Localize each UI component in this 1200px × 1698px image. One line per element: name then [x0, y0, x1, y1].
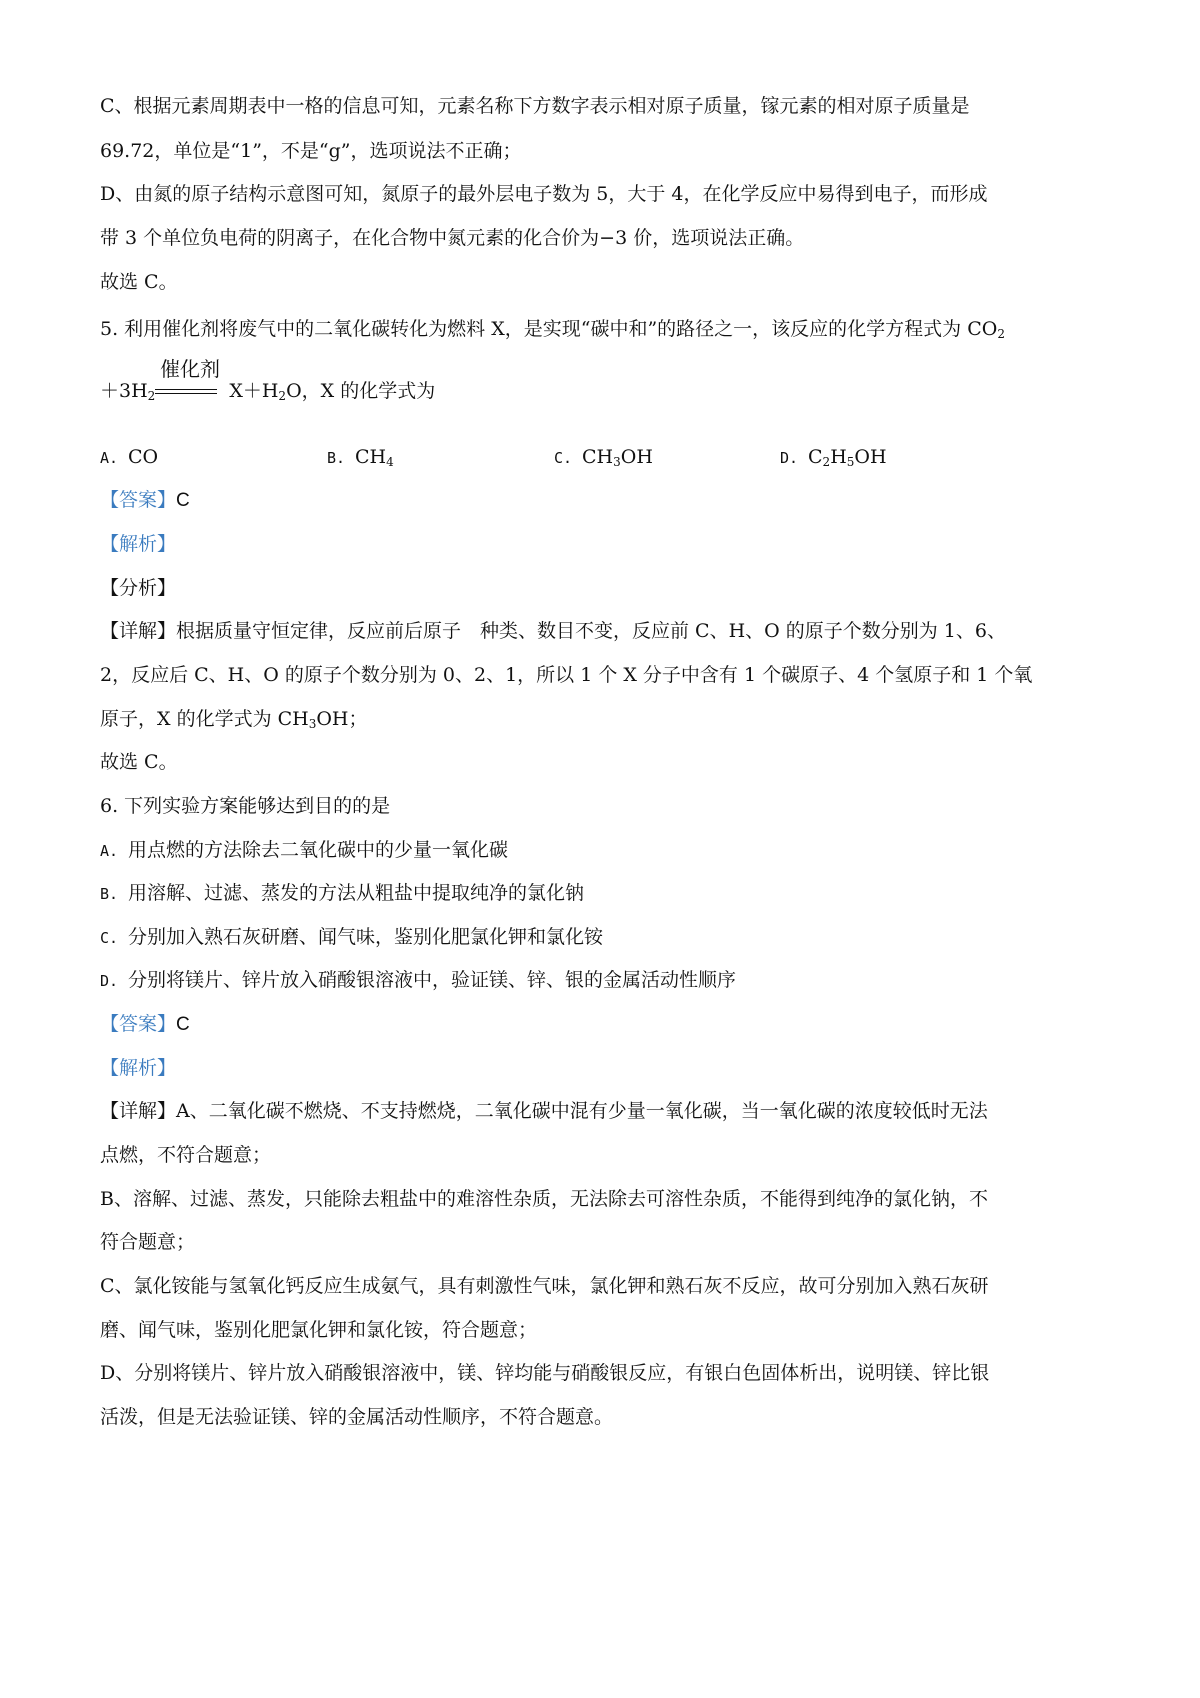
subscript: 4	[386, 455, 394, 469]
analysis-tag: 【解析】	[100, 1057, 177, 1079]
q5-options	[100, 443, 1100, 471]
subscript: 2	[278, 389, 287, 403]
subscript: 3	[613, 455, 621, 469]
subscript: 2	[147, 389, 156, 403]
q6-analysis	[100, 1054, 1100, 1082]
subscript: 3	[308, 717, 317, 731]
subscript: 5	[846, 455, 855, 469]
option-text: H	[830, 446, 847, 468]
q6-answer	[100, 1010, 1100, 1039]
text-line: 故选 C。	[100, 751, 178, 773]
text-line: 【详解】根据质量守恒定律，反应前后原子 种类、数目不变，反应前 C、H、O 的原子个数分别为 1、6、	[100, 620, 1006, 642]
option-text: 分别将镁片、锌片放入硝酸银溶液中，验证镁、锌、银的金属活动性顺序	[128, 969, 737, 991]
subscript: 2	[822, 455, 831, 469]
option-d	[780, 443, 887, 472]
text-line: C、氯化铵能与氢氧化钙反应生成氨气，具有刺激性气味，氯化钾和熟石灰不反应，故可分别加入熟石灰研	[100, 1275, 989, 1297]
option-text: CO	[128, 446, 159, 468]
option-text: 分别加入熟石灰研磨、闻气味，鉴别化肥氯化钾和氯化铵	[128, 926, 604, 948]
eq-suffix: X＋H	[229, 380, 279, 402]
option-text: OH	[854, 446, 887, 468]
option-c	[554, 443, 653, 472]
eq-suffix-2: O，X 的化学式为	[286, 380, 436, 402]
q5-fenxi: 【分析】	[100, 577, 177, 599]
option-text: CH	[355, 446, 387, 468]
eq-prefix: ＋3H	[100, 380, 148, 402]
text-line: D、分别将镁片、锌片放入硝酸银溶液中，镁、锌均能与硝酸银反应，有银白色固体析出，说明镁、锌比银	[100, 1362, 990, 1384]
option-letter: C.	[100, 929, 119, 947]
q6-option-b	[100, 879, 1100, 908]
answer-value: C	[176, 1014, 190, 1035]
q6-option-d	[100, 966, 1100, 995]
q6-option-a	[100, 836, 1100, 865]
q5-answer	[100, 486, 1100, 515]
question-6-text: 6. 下列实验方案能够达到目的的是	[100, 795, 391, 817]
answer-value: C	[176, 490, 190, 511]
option-a	[100, 443, 158, 472]
option-b	[327, 443, 394, 472]
option-letter: A.	[100, 842, 119, 860]
question-5-text	[100, 315, 1100, 343]
option-text: C	[808, 446, 823, 468]
q5-stem: 5. 利用催化剂将废气中的二氧化碳转化为燃料 X，是实现“碳中和”的路径之一，该反应的化学方程式为 CO	[100, 318, 998, 340]
option-letter: D.	[100, 972, 119, 990]
text-line	[100, 705, 1100, 733]
option-letter: D.	[780, 449, 799, 467]
q5-analysis	[100, 530, 1100, 558]
subscript: 2	[997, 327, 1005, 341]
catalyst-label: 催化剂	[160, 357, 220, 381]
text-line: 磨、闻气味，鉴别化肥氯化钾和氯化铵，符合题意；	[100, 1319, 538, 1341]
option-letter: B.	[100, 885, 119, 903]
text-line: 带 3 个单位负电荷的阴离子，在化合物中氮元素的化合价为−3 价，选项说法正确。	[100, 227, 805, 249]
text-line: 符合题意；	[100, 1231, 196, 1253]
text-line: C、根据元素周期表中一格的信息可知，元素名称下方数字表示相对原子质量，镓元素的相对原子质量是	[100, 95, 970, 117]
text-span: 原子，X 的化学式为 CH	[100, 708, 309, 730]
text-line: 69.72，单位是“1”，不是“g”，选项说法不正确；	[100, 140, 522, 162]
text-line: B、溶解、过滤、蒸发，只能除去粗盐中的难溶性杂质，无法除去可溶性杂质，不能得到纯净的氯化钠，不	[100, 1188, 988, 1210]
answer-tag: 【答案】	[100, 1013, 177, 1035]
text-line: D、由氮的原子结构示意图可知，氮原子的最外层电子数为 5，大于 4，在化学反应中易得到电子，而形成	[100, 183, 988, 205]
text-line: 2，反应后 C、H、O 的原子个数分别为 0、2、1，所以 1 个 X 分子中含有 1 个碳原子、4 个氢原子和 1 个氧	[100, 664, 1033, 686]
text-line: 活泼，但是无法验证镁、锌的金属活动性顺序，不符合题意。	[100, 1406, 614, 1428]
chemical-equation	[100, 377, 1100, 405]
text-line: 【详解】A、二氧化碳不燃烧、不支持燃烧，二氧化碳中混有少量一氧化碳，当一氧化碳的浓度较低时无法	[100, 1100, 988, 1122]
option-text: CH	[582, 446, 614, 468]
analysis-tag: 【解析】	[100, 533, 177, 555]
q6-option-c	[100, 923, 1100, 952]
option-text: 用溶解、过滤、蒸发的方法从粗盐中提取纯净的氯化钠	[128, 882, 585, 904]
option-text: 用点燃的方法除去二氧化碳中的少量一氧化碳	[128, 839, 509, 861]
option-text: OH	[620, 446, 653, 468]
option-letter: A.	[100, 449, 119, 467]
option-letter: C.	[554, 449, 573, 467]
text-span: OH；	[316, 708, 368, 730]
option-letter: B.	[327, 449, 346, 467]
text-line: 故选 C。	[100, 271, 178, 293]
answer-tag: 【答案】	[100, 489, 177, 511]
text-line: 点燃，不符合题意；	[100, 1144, 272, 1166]
